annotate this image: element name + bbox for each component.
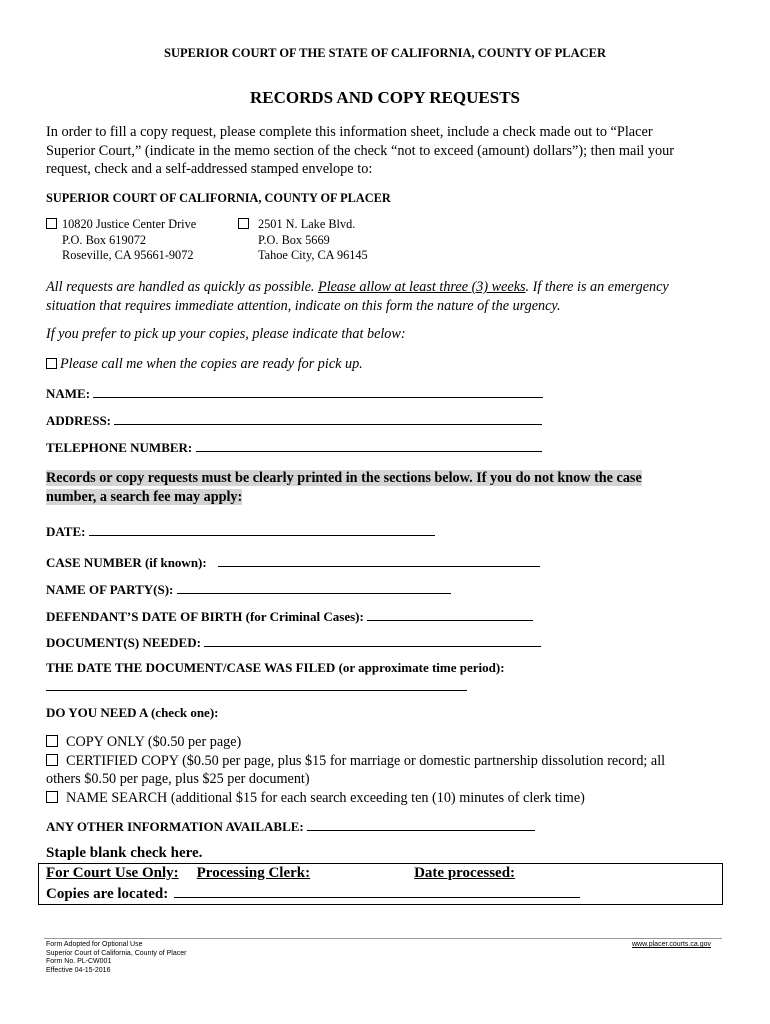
roseville-line-3: Roseville, CA 95661-9072 bbox=[62, 248, 194, 262]
court-use-row bbox=[46, 865, 575, 882]
date-label: DATE: bbox=[46, 524, 86, 539]
check-one-heading: DO YOU NEED A (check one): bbox=[46, 705, 219, 720]
name-search-option bbox=[46, 789, 665, 808]
certified-label-cont: others $0.50 per page, plus $25 per document) bbox=[46, 771, 310, 787]
dob-label: DEFENDANT’S DATE OF BIRTH (for Criminal Cases): bbox=[46, 609, 364, 624]
certified-option bbox=[46, 752, 665, 771]
copies-located-row bbox=[46, 883, 580, 903]
copy-only-label: COPY ONLY ($0.50 per page) bbox=[66, 734, 242, 750]
copy-only-checkbox[interactable] bbox=[46, 735, 58, 747]
date-input-line[interactable] bbox=[89, 522, 435, 536]
address-label: ADDRESS: bbox=[46, 413, 112, 428]
notice-weeks: Please allow at least three (3) weeks bbox=[318, 279, 526, 295]
pickup-checkbox[interactable] bbox=[46, 358, 57, 369]
copies-located-input-line[interactable] bbox=[174, 883, 580, 898]
copy-only-option bbox=[46, 733, 665, 752]
staple-note: Staple blank check here. bbox=[46, 845, 203, 861]
parties-field bbox=[46, 580, 451, 598]
documents-field bbox=[46, 633, 541, 651]
other-info-label: ANY OTHER INFORMATION AVAILABLE: bbox=[46, 819, 304, 834]
telephone-field bbox=[46, 438, 542, 456]
processing-notice bbox=[46, 278, 669, 315]
documents-label: DOCUMENT(S) NEEDED: bbox=[46, 635, 201, 650]
name-field bbox=[46, 384, 543, 402]
footer-rule bbox=[44, 938, 722, 939]
name-label: NAME: bbox=[46, 386, 91, 401]
intro-line-1: In order to fill a copy request, please complete this information sheet, include a check made out to “Placer bbox=[46, 124, 653, 140]
roseville-checkbox[interactable] bbox=[46, 218, 57, 229]
highlight-line-1: Records or copy requests must be clearly printed in the sections below. If you do not know the case bbox=[46, 470, 642, 486]
parties-input-line[interactable] bbox=[177, 580, 451, 594]
telephone-label: TELEPHONE NUMBER: bbox=[46, 440, 193, 455]
case-number-input-line[interactable] bbox=[218, 553, 540, 567]
footer-info bbox=[46, 941, 186, 975]
court-use-label: For Court Use Only: bbox=[46, 865, 179, 881]
roseville-line-1: 10820 Justice Center Drive bbox=[62, 217, 197, 231]
address-input-line[interactable] bbox=[114, 411, 542, 425]
dob-input-line[interactable] bbox=[367, 607, 533, 621]
tahoe-checkbox[interactable] bbox=[238, 218, 249, 229]
date-processed-label: Date processed: bbox=[414, 865, 516, 881]
intro-line-2: Superior Court,” (indicate in the memo section of the check “not to exceed (amount) dollars”); then mail your bbox=[46, 142, 675, 159]
highlight-instruction bbox=[46, 469, 642, 506]
filed-field: THE DATE THE DOCUMENT/CASE WAS FILED (or approximate time period): bbox=[46, 660, 505, 675]
name-input-line[interactable] bbox=[93, 384, 543, 398]
case-number-label: CASE NUMBER (if known): bbox=[46, 555, 207, 570]
copies-located-label: Copies are located: bbox=[46, 886, 169, 902]
tahoe-line-3: Tahoe City, CA 96145 bbox=[258, 248, 368, 262]
telephone-input-line[interactable] bbox=[196, 438, 542, 452]
name-search-label: NAME SEARCH (additional $15 for each search exceeding ten (10) minutes of clerk time) bbox=[66, 789, 585, 806]
processing-clerk-label: Processing Clerk: bbox=[196, 865, 311, 881]
pickup-option bbox=[46, 356, 363, 373]
roseville-line-2: P.O. Box 619072 bbox=[62, 232, 147, 247]
court-use-box bbox=[38, 863, 723, 905]
case-number-field bbox=[46, 553, 540, 571]
certified-checkbox[interactable] bbox=[46, 754, 58, 766]
tahoe-line-2: P.O. Box 5669 bbox=[258, 232, 330, 247]
other-info-input-line[interactable] bbox=[307, 817, 535, 831]
copy-type-options bbox=[46, 733, 665, 807]
address-field bbox=[46, 411, 542, 429]
location-tahoe bbox=[238, 217, 368, 264]
footer-url-link[interactable]: www.placer.courts.ca.gov bbox=[632, 941, 711, 948]
notice-part-3: . If there is an emergency bbox=[525, 279, 669, 295]
footer-line-3: Form No. PL-CW001 bbox=[46, 958, 112, 965]
notice-line-2: situation that requires immediate attention, indicate on this form the nature of the urgency. bbox=[46, 297, 561, 314]
intro-line-3: request, check and a self-addressed stamped envelope to: bbox=[46, 161, 373, 177]
certified-label: CERTIFIED COPY ($0.50 per page, plus $15 for marriage or domestic partnership dissolution record; all bbox=[66, 752, 666, 769]
footer-line-1: Form Adopted for Optional Use bbox=[46, 941, 143, 948]
intro-paragraph bbox=[46, 123, 674, 179]
documents-input-line[interactable] bbox=[204, 633, 541, 647]
dob-field bbox=[46, 607, 533, 625]
pickup-option-label: Please call me when the copies are ready for pick up. bbox=[60, 356, 363, 372]
page-title: RECORDS AND COPY REQUESTS bbox=[250, 88, 520, 107]
notice-part-1: All requests are handled as quickly as possible. bbox=[46, 279, 319, 295]
highlight-line-2: number, a search fee may apply: bbox=[46, 488, 243, 505]
address-heading: SUPERIOR COURT OF CALIFORNIA, COUNTY OF PLACER bbox=[46, 191, 391, 205]
other-info-field bbox=[46, 817, 535, 835]
date-field bbox=[46, 522, 435, 540]
location-roseville bbox=[46, 217, 196, 264]
footer-line-4: Effective 04-15-2016 bbox=[46, 966, 111, 974]
parties-label: NAME OF PARTY(S): bbox=[46, 582, 174, 597]
footer-line-2: Superior Court of California, County of Placer bbox=[46, 949, 187, 957]
pickup-prompt: If you prefer to pick up your copies, please indicate that below: bbox=[46, 326, 406, 342]
court-header: SUPERIOR COURT OF THE STATE OF CALIFORNIA, COUNTY OF PLACER bbox=[164, 46, 606, 60]
tahoe-line-1: 2501 N. Lake Blvd. bbox=[258, 217, 356, 231]
name-search-checkbox[interactable] bbox=[46, 791, 58, 803]
filed-input-line[interactable] bbox=[46, 690, 467, 691]
